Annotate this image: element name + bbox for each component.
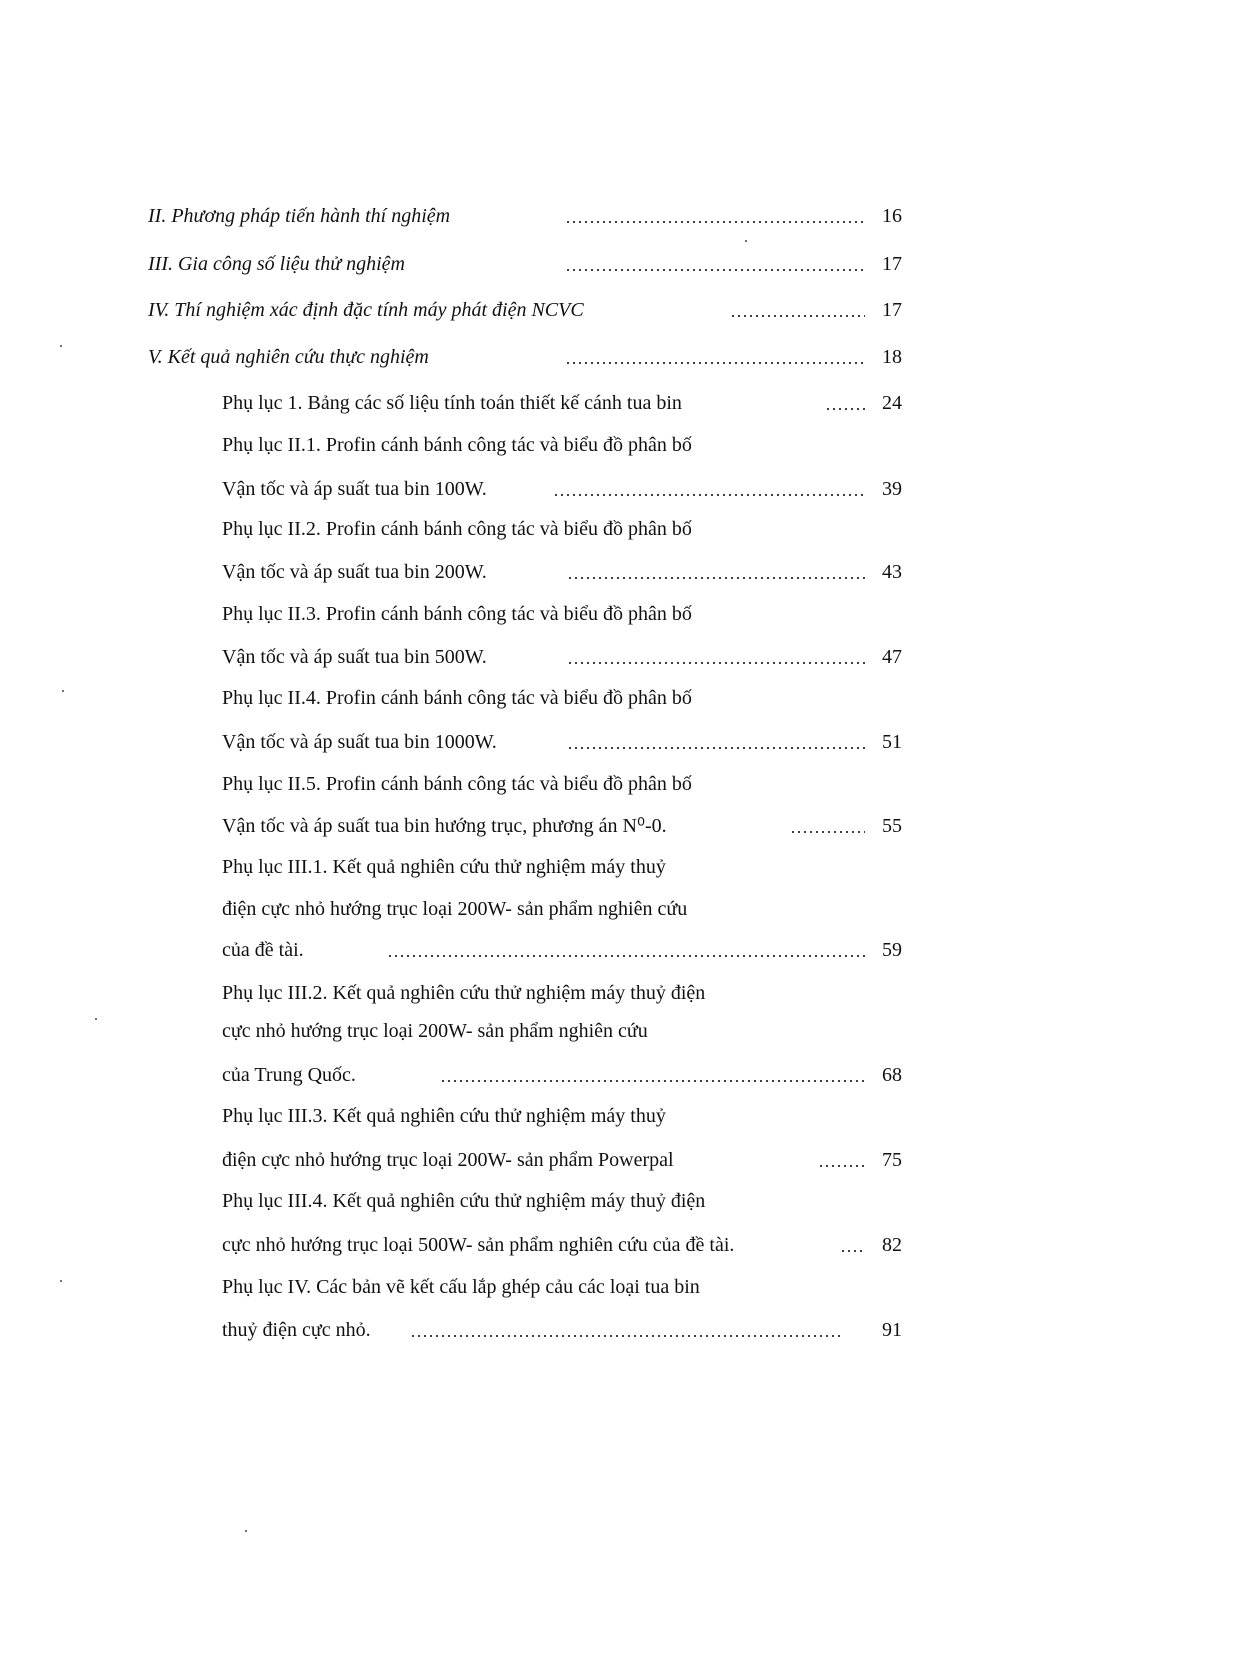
toc-section-title: V. Kết quả nghiên cứu thực nghiệm (148, 346, 429, 368)
toc-section-title: II. Phương pháp tiến hành thí nghiệm (148, 205, 451, 227)
scan-speck (245, 1530, 247, 1532)
toc-page-number: 39 (882, 478, 902, 500)
toc-appendix-line: Vận tốc và áp suất tua bin 100W. (222, 478, 487, 500)
toc-page-number: 68 (882, 1064, 902, 1086)
toc-appendix-line: Phụ lục III.3. Kết quả nghiên cứu thử nghiệm máy thuỷ (222, 1105, 666, 1127)
toc-appendix-line: Phụ lục II.5. Profin cánh bánh công tác và biểu đồ phân bố (222, 773, 692, 795)
toc-page-number: 82 (882, 1234, 902, 1256)
toc-page-number: 75 (882, 1149, 902, 1171)
toc-page-number: 55 (882, 815, 902, 837)
scan-speck (95, 1018, 97, 1020)
toc-appendix-line: Phụ lục III.4. Kết quả nghiên cứu thử nghiệm máy thuỷ điện (222, 1190, 706, 1212)
toc-appendix-line: của đề tài. (222, 939, 304, 961)
toc-section-title: III. Gia công số liệu thử nghiệm (148, 253, 405, 275)
leader-dots (825, 390, 865, 416)
toc-appendix-line: Phụ lục II.4. Profin cánh bánh công tác và biểu đồ phân bố (222, 687, 692, 709)
toc-appendix-line: cực nhỏ hướng trục loại 500W- sản phẩm nghiên cứu của đề tài. (222, 1234, 735, 1256)
toc-page-number: 16 (882, 205, 902, 227)
scan-speck (60, 345, 62, 347)
leader-dots (840, 1232, 865, 1258)
toc-appendix-line: của Trung Quốc. (222, 1064, 356, 1086)
toc-page-number: 24 (882, 392, 902, 414)
scan-speck (62, 690, 64, 692)
toc-appendix-line: Phụ lục II.2. Profin cánh bánh công tác và biểu đồ phân bố (222, 518, 692, 540)
toc-section-title: IV. Thí nghiệm xác định đặc tính máy phát điện NCVC (148, 299, 584, 321)
leader-dots (410, 1317, 840, 1343)
toc-page-number: 17 (882, 299, 902, 321)
scan-speck (60, 1280, 62, 1282)
toc-appendix-line: Vận tốc và áp suất tua bin hướng trục, phương án N⁰-0. (222, 815, 667, 837)
scan-speck (745, 240, 747, 242)
leader-dots (730, 297, 865, 323)
leader-dots (567, 729, 865, 755)
toc-appendix-line: Vận tốc và áp suất tua bin 1000W. (222, 731, 497, 753)
leader-dots (565, 203, 865, 229)
toc-appendix-line: Phụ lục III.2. Kết quả nghiên cứu thử nghiệm máy thuỷ điện (222, 982, 706, 1004)
leader-dots (567, 559, 865, 585)
toc-appendix-line: điện cực nhỏ hướng trục loại 200W- sản phẩm nghiên cứu (222, 898, 688, 920)
toc-appendix-line: Phụ lục III.1. Kết quả nghiên cứu thử nghiệm máy thuỷ (222, 856, 666, 878)
toc-appendix-line: Phụ lục 1. Bảng các số liệu tính toán thiết kế cánh tua bin (222, 392, 682, 414)
toc-appendix-line: Phụ lục II.1. Profin cánh bánh công tác và biểu đồ phân bố (222, 434, 692, 456)
toc-page-number: 59 (882, 939, 902, 961)
toc-appendix-line: điện cực nhỏ hướng trục loại 200W- sản phẩm Powerpal (222, 1149, 674, 1171)
toc-page-number: 51 (882, 731, 902, 753)
toc-page-number: 47 (882, 646, 902, 668)
leader-dots (440, 1062, 865, 1088)
leader-dots (565, 344, 865, 370)
toc-appendix-line: Vận tốc và áp suất tua bin 500W. (222, 646, 487, 668)
toc-appendix-line: thuỷ điện cực nhỏ. (222, 1319, 371, 1341)
toc-page-number: 17 (882, 253, 902, 275)
toc-appendix-line: Phụ lục II.3. Profin cánh bánh công tác và biểu đồ phân bố (222, 603, 692, 625)
leader-dots (567, 644, 865, 670)
leader-dots (790, 813, 865, 839)
leader-dots (387, 937, 865, 963)
leader-dots (565, 251, 865, 277)
toc-page-number: 43 (882, 561, 902, 583)
toc-page-number: 18 (882, 346, 902, 368)
toc-page-number: 91 (882, 1319, 902, 1341)
toc-appendix-line: Vận tốc và áp suất tua bin 200W. (222, 561, 487, 583)
leader-dots (553, 476, 865, 502)
leader-dots (818, 1147, 865, 1173)
toc-appendix-line: Phụ lục IV. Các bản vẽ kết cấu lắp ghép cảu các loại tua bin (222, 1276, 700, 1298)
toc-appendix-line: cực nhỏ hướng trục loại 200W- sản phẩm nghiên cứu (222, 1020, 648, 1042)
